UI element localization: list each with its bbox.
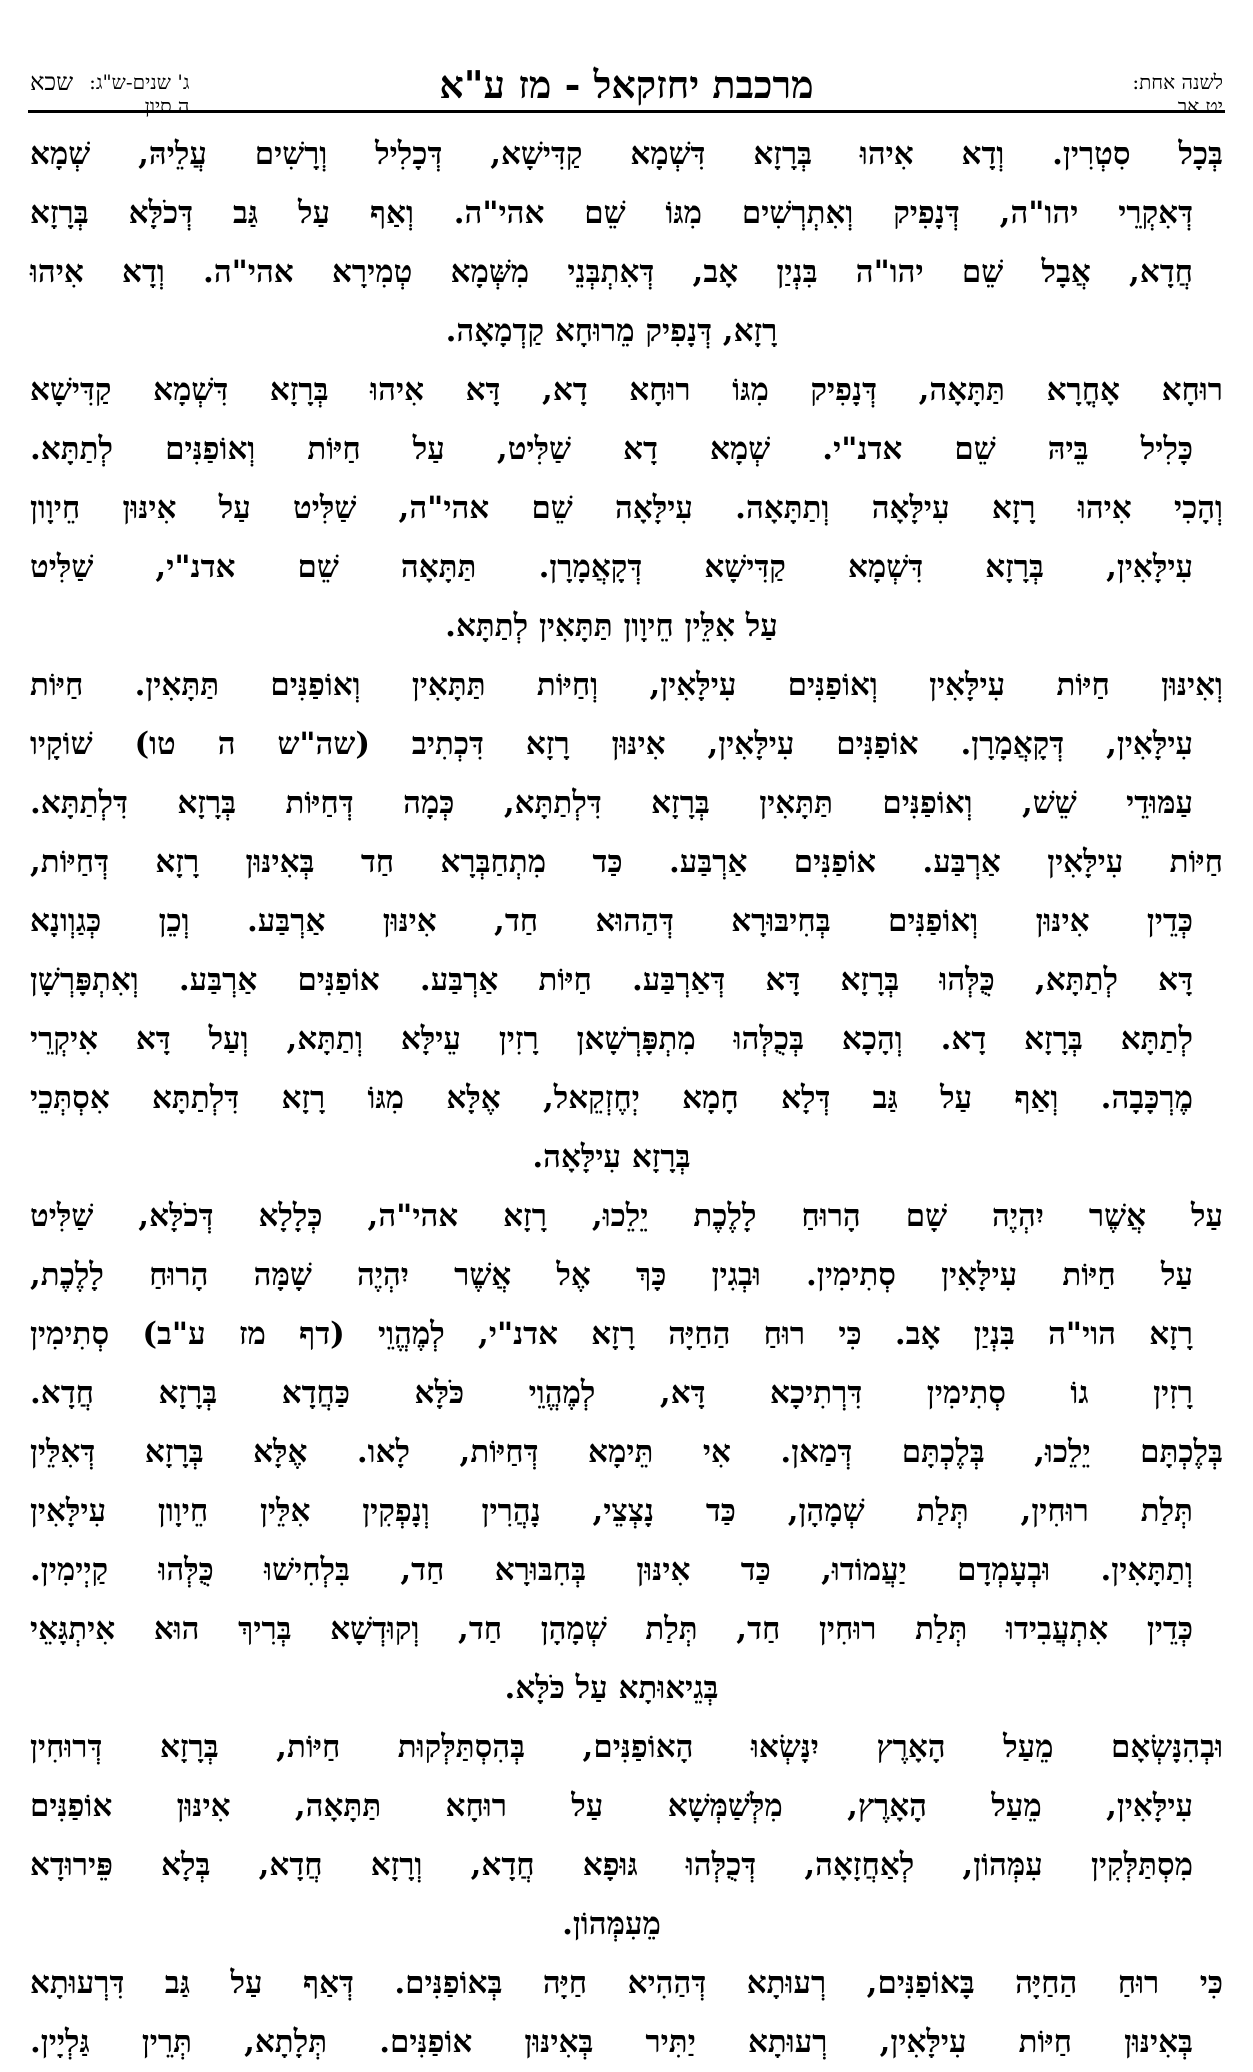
- text-line: בְּאִינּוּן חַיּוֹת עִילָּאִין, רְעוּתָא יַתִּיר בְּאִינּוּן אוֹפַנִּים. תְּלָתָא, תְּרֵין גַּלְיָין.: [30, 2024, 1193, 2060]
- text-line: לְתַתָּא בְּרָזָא דָא. וְהָכָא בְּכֻלְּהוּ מִתְפָּרְשָׁאן רָזִין עֵילָּא וְתַתָּא, וְעַל דָּא אִיקְרֵי: [30, 1021, 1193, 1057]
- text-line: דָּא לְתַתָּא, כֻּלְּהוּ בְּרָזָא דָּא דְּאַרְבַּע. חַיּוֹת אַרְבַּע. אוֹפַנִּים אַרְבַּע. וְאִתְפָּרְשָׁן: [30, 962, 1193, 998]
- text-line: חַיּוֹת עִילָּאִין אַרְבַּע. אוֹפַנִּים אַרְבַּע. כַּד מִתְחַבְּרָא חַד בְּאִינּוּן רָזָא דְּחַיּוֹת,: [30, 844, 1223, 880]
- three-years-label: ג' שנים-ש"ג:: [89, 70, 190, 94]
- page: [28, 14, 1225, 2072]
- text-line: עַמּוּדֵי שֵׁשׁ, וְאוֹפַנִּים תַּתָּאִין בְּרָזָא דִּלְתַתָּא, כְּמָה דְּחַיּוֹת בְּרָזָא דִּלְתַתָּא.: [30, 785, 1193, 821]
- text-line: עִילָּאִין, דְּקָאֲמָרָן. אוֹפַנִּים עִילָּאִין, אִינּוּן רָזָא דִּכְתִיב (שה"ש ה טו) שׁוֹקָיו: [30, 726, 1193, 762]
- page-number: שכא: [30, 68, 74, 96]
- text-line: מֵעִמְּהוֹן.: [562, 1906, 661, 1942]
- paragraph: [28, 1718, 1225, 1954]
- text-line: בְּכָל סִטְרִין. וְדָא אִיהוּ בְּרָזָא דִּשְׁמָא קַדִּישָׁא, דְּכָלִיל וְרָשִׁים עֲלֵיהּ, שְׁמָא: [30, 136, 1223, 172]
- text-line: בְּרָזָא עִילָּאָה.: [532, 1139, 691, 1175]
- text-line: עִילָּאִין, מֵעַל הָאָרֶץ, מִלְּשַׁמְּשָׁא עַל רוּחָא תַּתָּאָה, אִינּוּן אוֹפַנִּים: [30, 1788, 1193, 1824]
- text-line: תְּלַת רוּחִין, תְּלַת שְׁמָהָן, כַּד נָצְצֵי, נָהֲרִין וְנָפְקִין אִלֵּין חֵיוָון עִילָּאִין: [30, 1493, 1194, 1529]
- text-line: וּבְהִנָּשְׂאָם מֵעַל הָאָרֶץ יִנָּשְׂאוּ הָאוֹפַנִּים, בְּהִסְתַּלְּקוּת חַיּוֹת, בְּרָזָא דְּרוּחִין: [30, 1729, 1223, 1765]
- text-line: כִּי רוּחַ הַחַיָּה בָּאוֹפַנִּים, רְעוּתָא דְּהַהִיא חַיָּה בְּאוֹפַנִּים. דְּאַף עַל גַּב דִּרְעוּתָא: [30, 1965, 1223, 2001]
- text-line: עִילָּאִין, בְּרָזָא דִּשְׁמָא קַדִּישָׁא דְּקָאֲמָרָן. תַּתָּאָה שֵׁם אדנ"י, שַׁלִּיט: [30, 549, 1193, 585]
- text-line: רָזָא, דְּנָפִיק מֵרוּחָא קַדְמָאָה.: [445, 313, 778, 349]
- text-line: רוּחָא אָחֳרָא תַּתָּאָה, דְּנָפִיק מִגּוֹ רוּחָא דָא, דָּא אִיהוּ בְּרָזָא דִּשְׁמָא קַדִּישָׁא: [30, 372, 1223, 408]
- page-header: [28, 14, 1225, 118]
- text-line: וְאִינּוּן חַיּוֹת עִילָּאִין וְאוֹפַנִּים עִילָּאִין, וְחַיּוֹת תַּתָּאִין וְאוֹפַנִּים תַּתָּאִין. חַיּוֹת: [30, 667, 1223, 703]
- paragraph: [28, 1954, 1225, 2072]
- page-title: מרכבת יחזקאל - מז ע"א: [439, 62, 814, 107]
- paragraph: [28, 479, 1225, 656]
- text-line: וְתַתָּאִין. וּבְעָמְדָם יַעֲמוֹדוּ, כַּד אִינּוּן בְּחִבּוּרָא חַד, בִּלְחִישׁוּ כֻּלְּהוּ קַיְימִין.: [30, 1552, 1193, 1588]
- text-line: רָזִין גוֹ סְתִימִין דִּרְתִיכָא דָּא, לְמֶהֱוֵי כֹּלָּא כַּחֲדָא בְּרָזָא חֲדָא.: [30, 1375, 1193, 1411]
- paragraph: [28, 1187, 1225, 1423]
- text-line: דְּאִקְרֵי יהו"ה, דְּנָפִיק וְאִתְרְשִׁים מִגּוֹ שֵׁם אהי"ה. וְאַף עַל גַּב דְּכֹלָּא בְּרָזָא: [30, 195, 1193, 231]
- text-line: מֶרְכָּבָה. וְאַף עַל גַּב דְּלָא חָמָא יְחֶזְקֵאל, אֶלָּא מִגּוֹ רָזָא דִּלְתַתָּא אִסְתְּכֵי: [30, 1080, 1193, 1116]
- paragraph: [28, 833, 1225, 1187]
- text-line: מִסְתַּלְּקִין עִמְּהוֹן, לְאַחֲזָאָה, דְּכֻלְּהוּ גּוּפָא חֲדָא, וְרָזָא חֲדָא, בְּלָא פֵּירוּדָא: [30, 1847, 1193, 1883]
- text-line: עַל אֲשֶׁר יִהְיֶה שָׁם הָרוּחַ לָלֶכֶת יֵלֵכוּ, רָזָא אהי"ה, כְּלָלָא דְּכֹלָּא, שַׁלִּיט: [30, 1198, 1223, 1234]
- text-body: [28, 113, 1225, 2072]
- text-line: עַל אִלֵּין חֵיוָון תַּתָּאִין לְתַתָּא.: [445, 608, 778, 644]
- text-line: וְהָכִי אִיהוּ רָזָא עִילָּאָה וְתַתָּאָה. עִילָּאָה שֵׁם אהי"ה, שַׁלִּיט עַל אִינּוּן חֵיוָון: [30, 490, 1223, 526]
- text-line: בְּלֶכְתָּם יֵלֵכוּ, בְּלֶכְתָּם דְּמַאן. אִי תֵּימָא דְּחַיּוֹת, לָאו. אֶלָּא בְּרָזָא דְּאִלֵּין: [30, 1434, 1223, 1470]
- text-line: עַל חַיּוֹת עִילָּאִין סְתִימִין. וּבְגִין כָּךְ אֶל אֲשֶׁר יִהְיֶה שָׁמָּה הָרוּחַ לָלֶכֶת,: [30, 1257, 1193, 1293]
- one-year-date: יט אב: [1177, 94, 1223, 118]
- three-years-date: ה סיון: [144, 94, 190, 118]
- text-line: כְּדֵין אִינּוּן וְאוֹפַנִּים בְּחִיבּוּרָא דְּהַהוּא חַד, אִינּוּן אַרְבַּע. וְכֵן כְּגַוְונָא: [30, 903, 1193, 939]
- paragraph: [28, 656, 1225, 833]
- text-line: רָזָא הוי"ה בִּנְיַן אָב. כִּי רוּחַ הַחַיָּה רָזָא אדנ"י, לְמֶהֱוֵי (דף מז ע"ב) סְתִימִין: [30, 1316, 1193, 1352]
- header-left: [30, 70, 189, 118]
- paragraph: [28, 125, 1225, 361]
- text-line: חֲדָא, אֲבָל שֵׁם יהו"ה בִּנְיַן אָב, דְּאִתְבְּנֵי מִשְּׁמָא טְמִירָא אהי"ה. וְדָא אִיהוּ: [30, 254, 1193, 290]
- text-line: בְּגֵיאוּתָא עַל כֹּלָּא.: [504, 1670, 719, 1706]
- text-line: כָּלִיל בֵּיהּ שֵׁם אדנ"י. שְׁמָא דָא שַׁלִּיט, עַל חַיּוֹת וְאוֹפַנִּים לְתַתָּא.: [30, 431, 1193, 467]
- paragraph: [28, 361, 1225, 479]
- paragraph: [28, 1423, 1225, 1718]
- one-year-label: לשנה אחת:: [1132, 70, 1223, 94]
- text-line: כְּדֵין אִתְעֲבִידוּ תְּלַת רוּחִין חַד, תְּלַת שְׁמָהָן חַד, וְקוּדְשָׁא בְּרִיךְ הוּא אִיתְגָּאֵי: [30, 1611, 1193, 1647]
